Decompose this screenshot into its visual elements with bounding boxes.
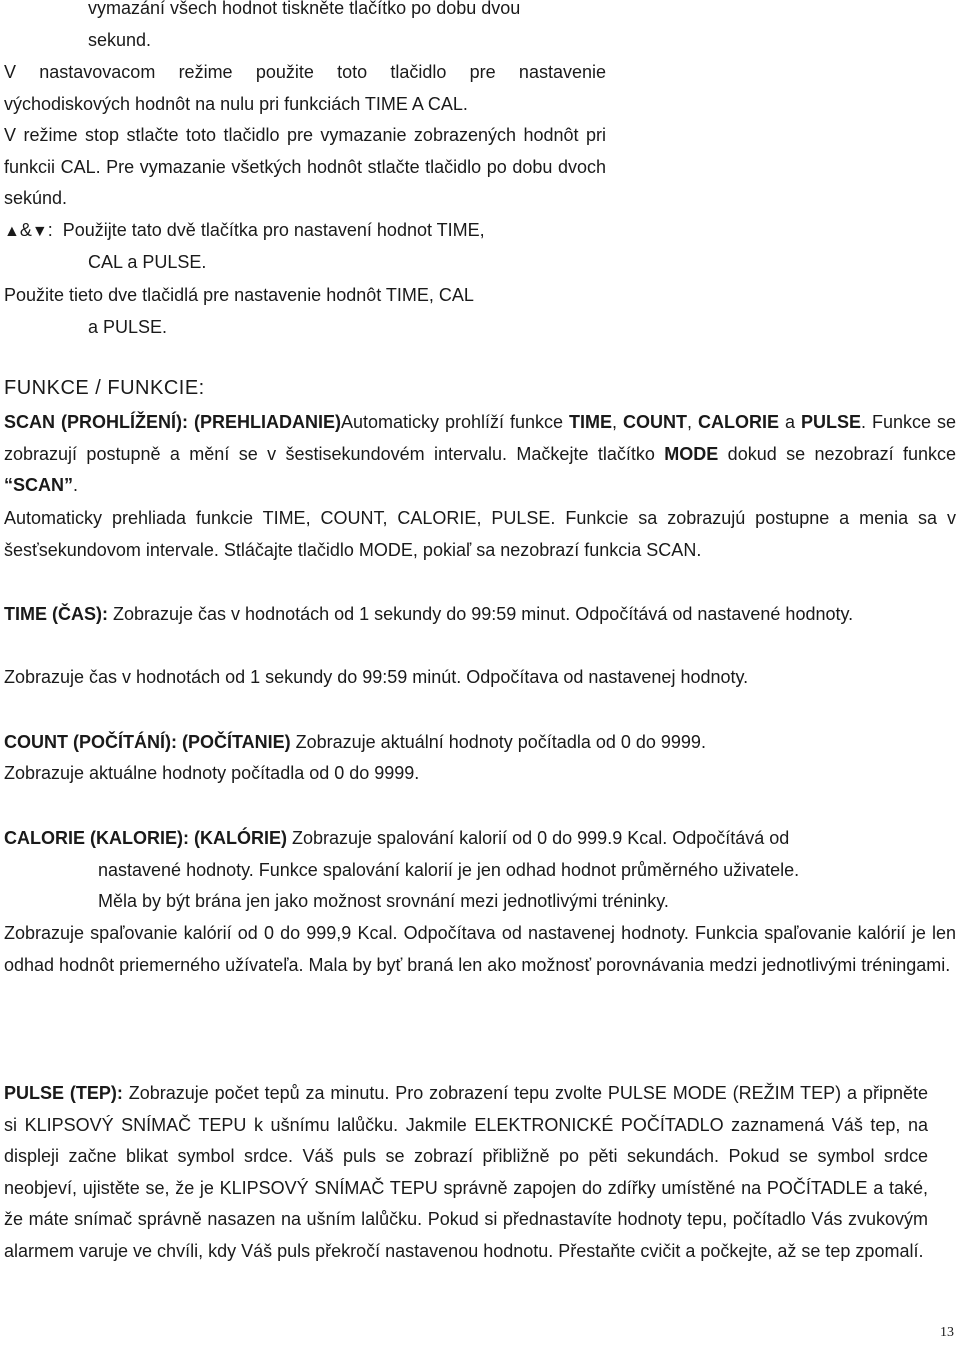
- time-label: TIME (ČAS):: [4, 604, 108, 624]
- calorie-sk-paragraph: Zobrazuje spaľovanie kalórií od 0 do 999,9 Kcal. Odpočítava od nastavenej hodnoty. Funkcia spaľovanie kalórií je len odhad hodnôt priemerného užívateľa. Mala by byť braná len ako možnosť porovnávania medzi jednotlivými tréningami.: [4, 923, 956, 975]
- scan-cz-text-6: dokud se nezobrazí funkce: [718, 443, 957, 464]
- arrow-buttons-cz-paragraph: [4, 215, 956, 248]
- arrow-buttons-ampersand: &: [19, 220, 32, 240]
- arrow-buttons-cz-line1: Použijte tato dvě tlačítka pro nastavení hodnot TIME,: [62, 220, 485, 240]
- up-triangle-icon: ▲: [4, 223, 20, 240]
- scan-cz-paragraph: [4, 407, 956, 502]
- scan-cz-time: TIME: [569, 412, 612, 432]
- scan-cz-text-4: a: [778, 412, 801, 432]
- scan-sk-paragraph: Automaticky prehliada funkcie TIME, COUNT, CALORIE, PULSE. Funkcie sa zobrazujú postupne a menia sa v šesťsekundovom intervale. Stláčajte tlačidlo MODE, pokiaľ sa nezobrazí funkcia SCAN.: [4, 508, 956, 560]
- arrow-buttons-cz-line2: CAL a PULSE.: [88, 252, 207, 272]
- arrow-buttons-sk-line1: Použite tieto dve tlačidlá pre nastavenie hodnôt TIME, CAL: [4, 285, 474, 305]
- reset-cz-line2: sekund.: [88, 29, 152, 50]
- calorie-cz-line1: [4, 823, 956, 855]
- scan-cz-text-7: .: [73, 475, 79, 495]
- time-cz-text: Zobrazuje čas v hodnotách od 1 sekundy do 99:59 minut. Odpočítává od nastavené hodnoty.: [107, 604, 854, 624]
- scan-label: SCAN (PROHLÍŽENÍ): (PREHLIADANIE): [4, 412, 341, 432]
- reset-cz-line1: vymazání všech hodnot tiskněte tlačítko po dobu dvou: [88, 0, 521, 18]
- page-number: 13: [940, 1325, 954, 1340]
- count-cz-paragraph: [4, 727, 956, 759]
- calorie-cz-line3: Měla by být brána jen jako možnost srovnání mezi jednotlivými tréninky.: [98, 891, 669, 911]
- scan-cz-text-1: Automaticky prohlíží funkce: [340, 412, 569, 432]
- pulse-paragraph: [4, 1078, 928, 1267]
- scan-cz-text-5: . Funkce se zobrazují postupně a mění se v šestisekundovém intervalu. Mačkejte tlačítko: [4, 412, 956, 464]
- reset-cz-paragraph: [88, 0, 956, 56]
- arrow-buttons-sk-line2: a PULSE.: [88, 317, 168, 337]
- scan-cz-text-3: ,: [686, 412, 698, 432]
- calorie-cz-text-1: Zobrazuje spalování kalorií od 0 do 999.9 Kcal. Odpočítává od: [286, 828, 790, 848]
- count-sk-paragraph: Zobrazuje aktuálne hodnoty počítadla od 0 do 9999.: [4, 763, 420, 783]
- arrow-buttons-colon: :: [47, 220, 53, 240]
- pulse-text: Zobrazuje počet tepů za minutu. Pro zobrazení tepu zvolte PULSE MODE (REŽIM TEP) a připněte si KLIPSOVÝ SNÍMAČ TEPU k ušnímu lalůčku. Jakmile ELEKTRONICKÉ POČÍTADLO zaznamená Váš tep, na displeji začne blikat symbol srdce. Váš puls se zobrazí přibližně po pěti sekundách. Pokud se symbol srdce neobjeví, ujistěte se, že je KLIPSOVÝ SNÍMAČ TEPU správně zapojen do zdířky umístěné na POČÍTADLE a také, že máte snímač správně nasazen na ušním lalůčku. Pokud si přednastavíte hodnoty tepu, počítadlo Vás zvukovým alarmem varuje ve chvíli, kdy Váš puls překročí nastavenou hodnotu. Přestaňte cvičit a počkejte, až se tep zpomalí.: [4, 1083, 928, 1261]
- functions-heading: FUNKCE / FUNKCIE:: [4, 377, 205, 399]
- reset-sk-paragraph-2: V režime stop stlačte toto tlačidlo pre vymazanie zobrazených hodnôt pri funkcii CAL. Pre vymazanie všetkých hodnôt stlačte tlačidlo po dobu dvoch sekúnd.: [4, 125, 606, 208]
- down-triangle-icon: ▼: [31, 223, 48, 240]
- scan-cz-scan: “SCAN”: [4, 475, 74, 495]
- scan-cz-text-2: ,: [612, 412, 623, 432]
- scan-cz-mode: MODE: [664, 443, 719, 464]
- time-cz-paragraph: [4, 599, 956, 631]
- pulse-label: PULSE (TEP):: [4, 1083, 123, 1103]
- calorie-cz-line2: nastavené hodnoty. Funkce spalování kalorií je jen odhad hodnot průměrného uživatele.: [98, 860, 800, 880]
- scan-cz-pulse: PULSE: [800, 412, 861, 432]
- count-cz-text: Zobrazuje aktuální hodnoty počítadla od 0 do 9999.: [290, 732, 706, 752]
- time-sk-paragraph: Zobrazuje čas v hodnotách od 1 sekundy do 99:59 minút. Odpočítava od nastavenej hodnoty.: [4, 667, 749, 687]
- count-label: COUNT (POČÍTÁNÍ): (POČÍTANIE): [4, 732, 291, 752]
- reset-sk-paragraph-1: V nastavovacom režime použite toto tlačidlo pre nastavenie východiskových hodnôt na nulu pri funkciách TIME A CAL.: [4, 62, 606, 114]
- scan-cz-count: COUNT: [622, 412, 687, 432]
- scan-cz-calorie: CALORIE: [697, 412, 779, 432]
- calorie-label: CALORIE (KALORIE): (KALÓRIE): [4, 828, 287, 848]
